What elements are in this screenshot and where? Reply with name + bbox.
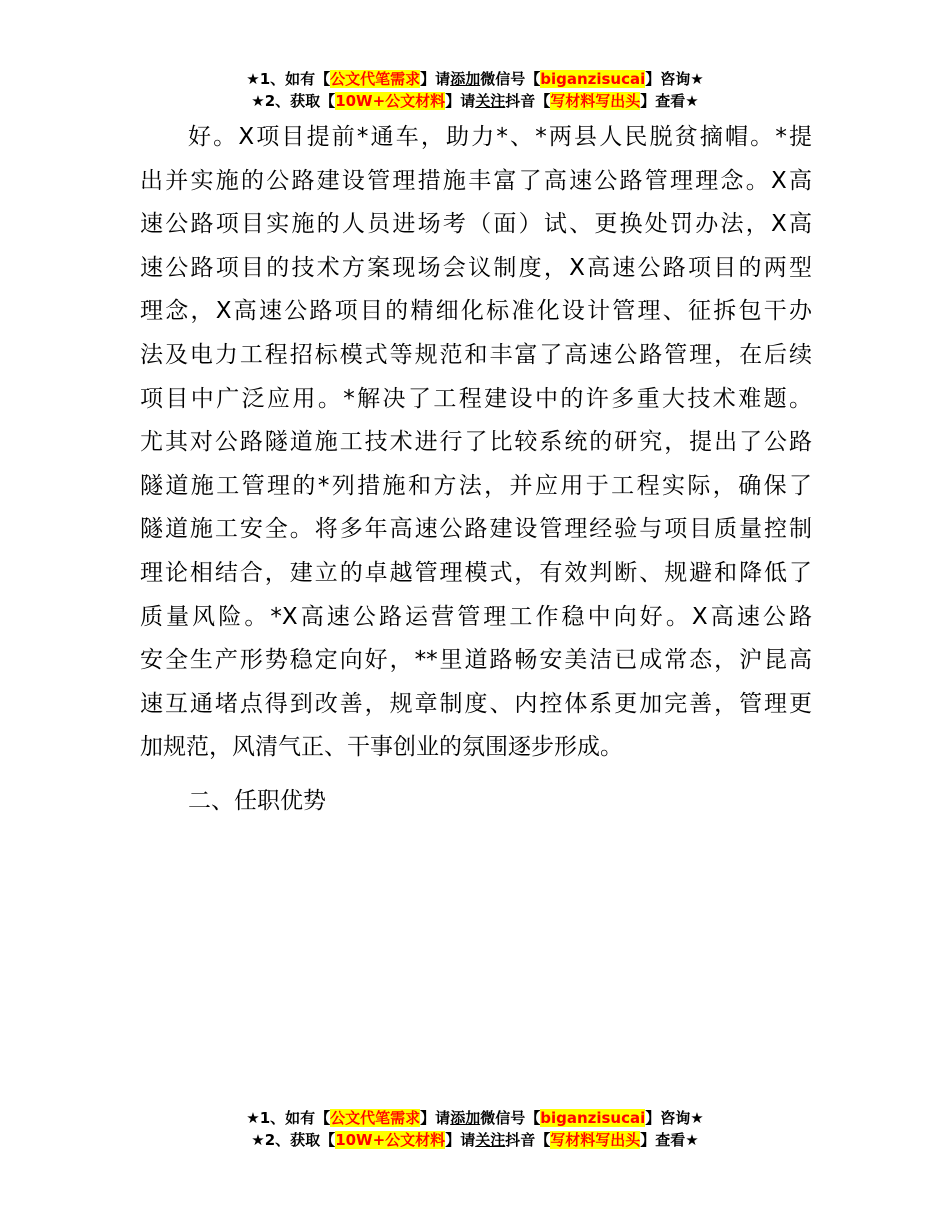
banner-text: 微信号【 <box>480 70 541 88</box>
paragraph-line: 好。X项目提前*通车，助力*、*两县人民脱贫摘帽。*提 <box>188 124 812 150</box>
banner-highlight: 公文代笔需求 <box>330 1109 421 1127</box>
paragraph-line: 安全生产形势稳定向好，**里道路畅安美洁已成常态，沪昆高 <box>140 647 812 674</box>
banner-text: 抖音【 <box>505 92 551 110</box>
banner-text: 微信号【 <box>480 1109 541 1127</box>
banner-text: 】请 <box>445 92 476 110</box>
paragraph-line: 出并实施的公路建设管理措施丰富了高速公路管理理念。X高 <box>140 167 812 194</box>
banner-text: 】咨询★ <box>645 70 704 88</box>
paragraph-line: 项目中广泛应用。*解决了工程建设中的许多重大技术难题。 <box>140 385 812 412</box>
section-heading: 二、任职优势 <box>188 788 326 814</box>
banner-highlight: 10W+公文材料 <box>335 92 446 110</box>
paragraph-line: 法及电力工程招标模式等规范和丰富了高速公路管理，在后续 <box>140 341 812 368</box>
banner-line-2 <box>0 90 950 112</box>
paragraph-line: 质量风险。*X高速公路运营管理工作稳中向好。X高速公路 <box>140 603 812 630</box>
banner-text: 】请 <box>420 70 451 88</box>
paragraph-line: 理论相结合，建立的卓越管理模式，有效判断、规避和降低了 <box>140 559 812 586</box>
banner-emphasis: 关注 <box>475 1131 506 1149</box>
banner-highlight: biganzisucai <box>540 70 646 88</box>
paragraph-line: 隧道施工安全。将多年高速公路建设管理经验与项目质量控制 <box>140 516 812 543</box>
banner-text: ★1、如有【 <box>246 70 331 88</box>
paragraph-line: 尤其对公路隧道施工技术进行了比较系统的研究，提出了公路 <box>140 429 812 456</box>
banner-text: 】请 <box>445 1131 476 1149</box>
banner-text: 】咨询★ <box>645 1109 704 1127</box>
header-banner <box>0 68 950 112</box>
banner-highlight: 写材料写出头 <box>550 1131 641 1149</box>
paragraph-line: 速互通堵点得到改善，规章制度、内控体系更加完善，管理更 <box>140 690 812 717</box>
banner-text: 】查看★ <box>640 1131 699 1149</box>
paragraph-line: 速公路项目实施的人员进场考（面）试、更换处罚办法，X高 <box>140 211 812 238</box>
banner-text: 】查看★ <box>640 92 699 110</box>
banner-highlight: 写材料写出头 <box>550 92 641 110</box>
banner-text: ★1、如有【 <box>246 1109 331 1127</box>
banner-text: ★2、获取【 <box>251 1131 336 1149</box>
paragraph-line: 加规范，风清气正、干事创业的氛围逐步形成。 <box>140 734 623 761</box>
footer-banner <box>0 1107 950 1151</box>
paragraph-line: 理念，X高速公路项目的精细化标准化设计管理、征拆包干办 <box>140 298 812 325</box>
banner-line-2 <box>0 1129 950 1151</box>
banner-emphasis: 添加 <box>450 1109 481 1127</box>
banner-text: 】请 <box>420 1109 451 1127</box>
paragraph-line: 速公路项目的技术方案现场会议制度，X高速公路项目的两型 <box>140 254 812 281</box>
banner-text: ★2、获取【 <box>251 92 336 110</box>
banner-text: 抖音【 <box>505 1131 551 1149</box>
banner-emphasis: 关注 <box>475 92 506 110</box>
body-paragraph <box>140 116 812 770</box>
banner-emphasis: 添加 <box>450 70 481 88</box>
paragraph-line: 隧道施工管理的*列措施和方法，并应用于工程实际，确保了 <box>140 472 812 499</box>
banner-highlight: 公文代笔需求 <box>330 70 421 88</box>
banner-highlight: biganzisucai <box>540 1109 646 1127</box>
banner-line-1 <box>0 68 950 90</box>
banner-line-1 <box>0 1107 950 1129</box>
banner-highlight: 10W+公文材料 <box>335 1131 446 1149</box>
